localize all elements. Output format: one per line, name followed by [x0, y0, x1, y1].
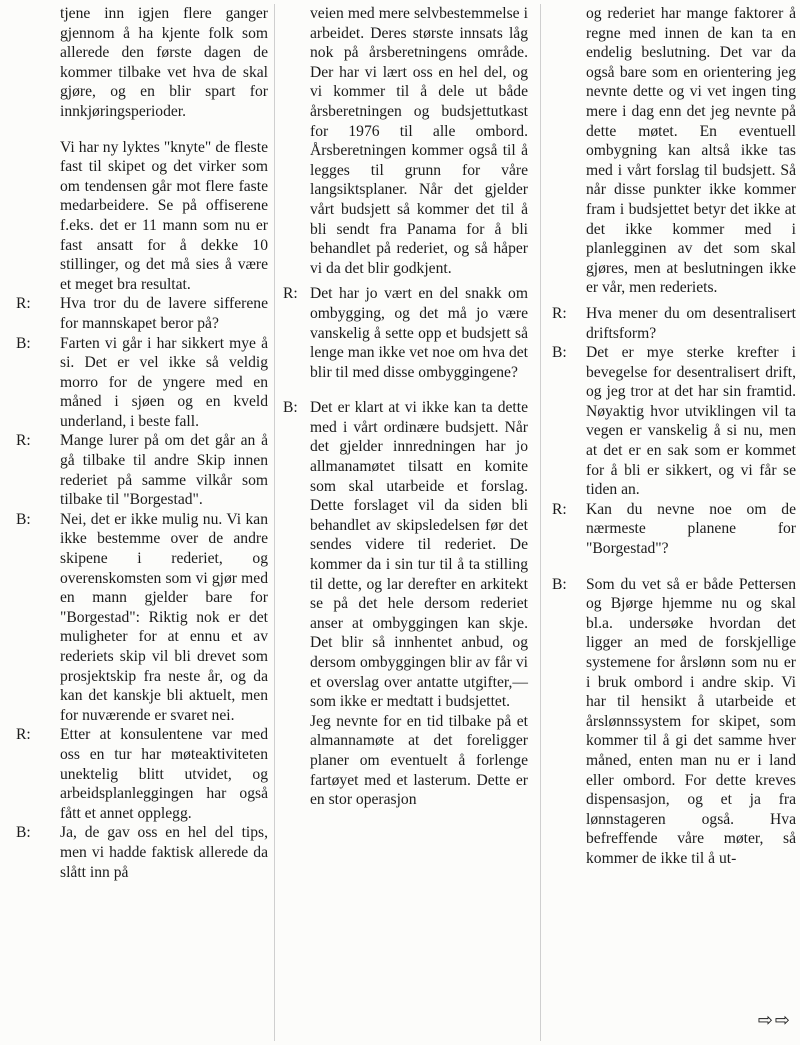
answer-text: Ja, de gav oss en hel del tips, men vi hadde faktisk allerede da slått inn på	[60, 824, 268, 881]
continue-arrows-icon: ⇨⇨	[757, 1010, 792, 1031]
speaker-label: B:	[16, 510, 31, 528]
paragraph-text: Vi har ny lyktes "knyte" de fleste fast til skipet og det virker som om tendensen går mot flere faste medarbeidere. Se på offiserene f.eks. det er 11 mann som nu er fast ansatt for å dekke 10 stillinger, og det må sies å være et meget bra resultat.	[60, 138, 268, 293]
interviewer-question	[16, 431, 268, 509]
question-text: Hva tror du de lavere sifferene for mannskapet beror på?	[60, 295, 268, 332]
paragraph-text: veien med mere selvbestemmelse i arbeidet. Deres største innsats låg nok på årsberetningens område. Der har vi lært oss en hel del, og vi kommer til å dele ut både årsberetningen og budsjettutkast for 1976 til alle ombord. Årsberetningen kommer også til å legges til grunn for våre langsiktsplaner. Når det gjelder vårt budsjett så kommer det til å bli sendt fra Panama for å bli behandlet på rederiet, og så håper vi da det blir godkjent.	[310, 5, 528, 277]
column-divider	[540, 4, 541, 1041]
interviewer-question	[16, 725, 268, 823]
interviewee-answer	[552, 575, 796, 869]
speaker-label: B:	[283, 399, 298, 417]
speaker-label: B:	[552, 575, 567, 593]
interviewer-question	[16, 294, 268, 333]
interviewee-answer	[283, 398, 528, 712]
answer-text: Som du vet så er både Pettersen og Bjørge hjemme nu og skal bl.a. undersøke hvordan det ligger an med de forskjellige systemene for årslønn som nu er i bruk ombord i andre skip. Vi har til hensikt å utarbeide et årslønnssystem for skipet, som kommer til å gi det samme hver måned, enten man nu er i land eller ombord. For dette kreves dispensasjon, og et ja fra lønnstageren også. Hva befreffende våre møter, så kommer de ikke til å ut-	[586, 575, 796, 867]
question-text: Det har jo vært en del snakk om ombygging, og det må jo være vanskelig å sette opp et budsjett så lenge man ikke vet noe om hva det blir til med disse ombyggingene?	[310, 285, 528, 381]
interviewer-question	[283, 284, 528, 382]
interviewee-answer	[16, 334, 268, 432]
paragraph	[552, 4, 796, 298]
paragraph	[283, 4, 528, 278]
column-1	[16, 4, 268, 882]
speaker-label: R:	[552, 500, 567, 518]
question-text: Mange lurer på om det går an å gå tilbake til andre Skip innen rederiet på samme vilkår som tilbake til "Borgestad".	[60, 432, 268, 509]
speaker-label: R:	[283, 285, 298, 303]
paragraph-text: og rederiet har mange faktorer å regne med innen de kan ta en endelig beslutning. Det var da også bare som en orientering jeg nevnte dette og vi vet ingen ting mere i dag enn det jeg nevnte på dette møtet. En eventuell ombygning kan altså ikke tas med i vårt forslag til budsjett. Så når disse punkter ikke kommer fram i budsjettet betyr det ikke at det ikke kommer med i planlegginen av det som skal gjøres, men at beslutningen ikke er vår, men rederiets.	[586, 5, 796, 297]
question-text: Etter at konsulentene var med oss en tur har møteaktiviteten unektelig blitt utvidet, og arbeidsplanleggingen har også fått et annet opplegg.	[60, 726, 268, 822]
speaker-label: B:	[552, 344, 567, 362]
column-3	[552, 4, 796, 869]
paragraph-text: tjene inn igjen flere ganger gjennom å ha kjente folk som allerede den første dagen de kommer tilbake vet hva de skal gjøre, og en blir spart for innkjøringsperioder.	[60, 5, 268, 120]
speaker-label: R:	[16, 432, 31, 450]
speaker-label: R:	[552, 304, 567, 322]
speaker-label: R:	[16, 295, 31, 313]
question-text: Kan du nevne noe om de nærmeste planene for "Borgestad"?	[586, 500, 796, 558]
interviewer-question	[552, 304, 796, 343]
interviewer-question	[552, 500, 796, 559]
interviewee-answer	[16, 823, 268, 882]
answer-text: Farten vi går i har sikkert mye å si. Det er vel ikke så veldig morro for de yngere med en måned i sjøen og en kveld underland, i beste fall.	[60, 334, 268, 430]
paragraph	[16, 4, 268, 122]
speaker-label: R:	[16, 726, 31, 744]
speaker-label: B:	[16, 334, 31, 352]
paragraph	[16, 138, 268, 295]
paragraph-text: Jeg nevnte for en tid tilbake på et almannamøte at det foreligger planer om eventuelt å forlenge fartøyet med et lasterum. Dette er en stor operasjon	[310, 712, 528, 809]
paragraph	[283, 712, 528, 810]
answer-text: Det er mye sterke krefter i bevegelse for desentralisert drift, og jeg tror at det har sin framtid. Nøyaktig hvor utviklingen vil ta vegen er vanskelig å si nu, men at det er en sak som er kommet for å bli er sikkert, og vi får se tiden an.	[586, 344, 796, 499]
interviewee-answer	[552, 343, 796, 500]
question-text: Hva mener du om desentralisert driftsform?	[586, 304, 796, 342]
answer-text: Nei, det er ikke mulig nu. Vi kan ikke bestemme over de andre skipene i rederiet, og overenskomsten som vi gjør med en mann gjelder bare for "Borgestad": Riktig nok er det muligheter for at ennu et av rederiets skip vil bli drevet som prosjektskip fra neste år, og da kan det kanskje bli aktuelt, men for nuværende er svaret nei.	[60, 510, 268, 724]
speaker-label: B:	[16, 824, 31, 842]
interviewee-answer	[16, 510, 268, 726]
column-2	[283, 4, 528, 810]
column-divider	[274, 4, 275, 1041]
answer-text: Det er klart at vi ikke kan ta dette med i vårt ordinære budsjett. Når det gjelder innredningen har jo allmanamøtet tilsatt en komite som skal utarbeide et forslag. Dette forslaget vil da siden bli behandlet av skipsledelsen før det sendes videre til rederiet. De kommer da i sin tur til å ta stilling til dette, og lar derefter en arkitekt se på det hele dersom rederiet anser at ombyggingen kan skje. Det blir så innhentet anbud, og dersom ombyggingen blir av får vi et overslag over antatte utgifter,— som ikke er medtatt i budsjettet.	[310, 399, 528, 711]
